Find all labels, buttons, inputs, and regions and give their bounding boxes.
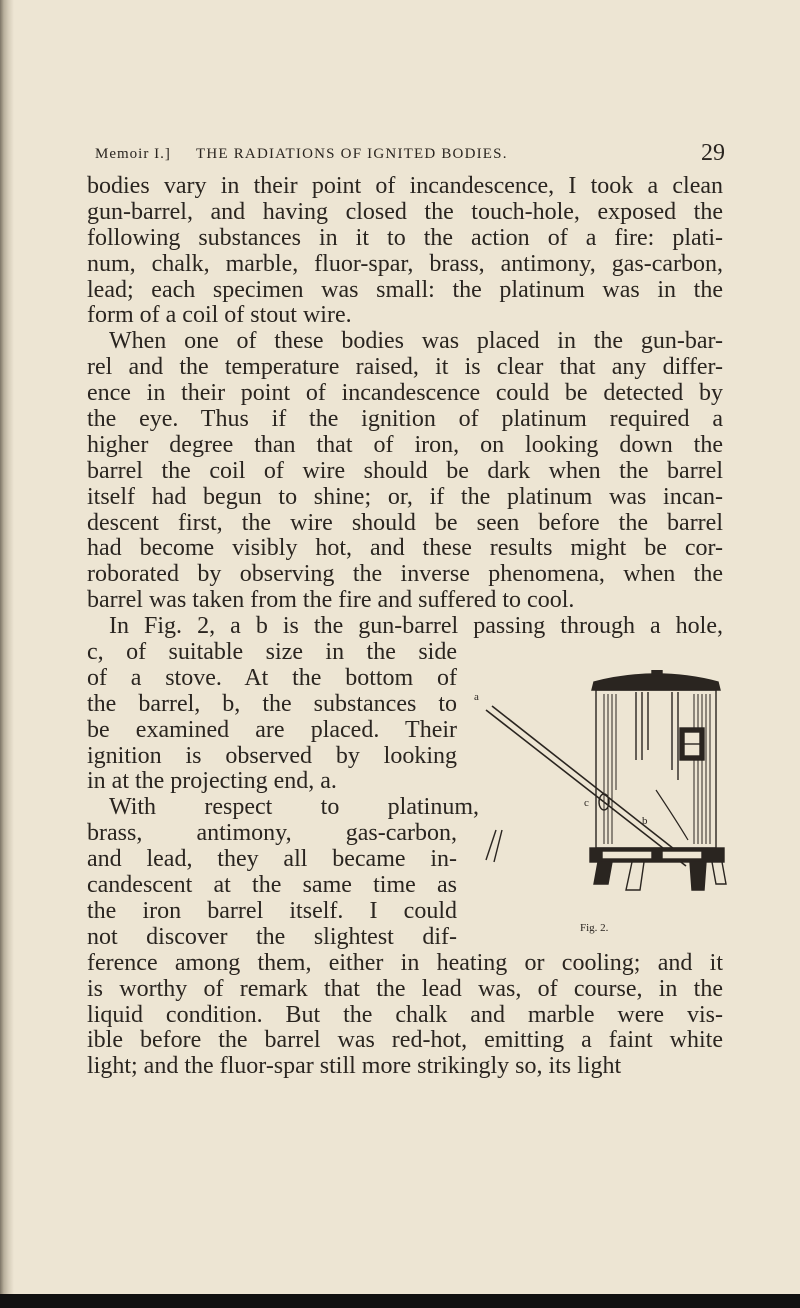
text-line: liquid condition. But the chalk and marble were vis- <box>87 1001 723 1028</box>
page-edge-shadow <box>0 0 14 1308</box>
text-line: the eye. Thus if the ignition of platinum required a <box>87 406 723 433</box>
text-line: In Fig. 2, a b is the gun-barrel passing through a hole, <box>109 613 723 640</box>
page-bottom-border <box>0 1294 800 1308</box>
label-c: c <box>584 797 589 809</box>
text-line: and lead, they all became in- <box>87 846 457 873</box>
text-line: following substances in it to the action of a fire: plati- <box>87 224 723 251</box>
text-line: is worthy of remark that the lead was, of course, in the <box>87 975 723 1002</box>
text-line: num, chalk, marble, fluor-spar, brass, antimony, gas-carbon, <box>87 250 723 277</box>
text-line: not discover the slightest dif- <box>87 923 457 950</box>
text-line: c, of suitable size in the side <box>87 639 457 666</box>
text-line: higher degree than that of iron, on looking down the <box>87 431 723 458</box>
text-line: itself had begun to shine; or, if the platinum was incan- <box>87 483 723 510</box>
text-line: ignition is observed by looking <box>87 742 457 769</box>
label-b: b <box>642 815 648 827</box>
text-line: With respect to platinum, <box>109 794 479 821</box>
text-line: roborated by observing the inverse phenomena, when the <box>87 561 723 588</box>
text-line: form of a coil of stout wire. <box>87 302 352 329</box>
text-line: of a stove. At the bottom of <box>87 664 457 691</box>
text-line: When one of these bodies was placed in the gun-bar- <box>109 328 723 355</box>
gun-barrel-upper <box>486 710 686 866</box>
text-line: the iron barrel itself. I could <box>87 897 457 924</box>
text-line: lead; each specimen was small: the platinum was in the <box>87 276 723 303</box>
stove-foot <box>626 862 644 890</box>
gun-barrel-lower <box>492 706 688 860</box>
label-a: a <box>474 691 479 703</box>
text-line: gun-barrel, and having closed the touch-hole, exposed the <box>87 198 723 225</box>
text-line: ible before the barrel was red-hot, emitting a faint white <box>87 1027 723 1054</box>
text-line: descent first, the wire should be seen before the barrel <box>87 509 723 536</box>
figure-caption: Fig. 2. <box>580 922 609 934</box>
text-line: rel and the temperature raised, it is clear that any differ- <box>87 354 723 381</box>
stove-illustration <box>466 670 741 915</box>
text-line: candescent at the same time as <box>87 872 457 899</box>
header-title: THE RADIATIONS OF IGNITED BODIES. <box>196 146 508 162</box>
stove-foot <box>594 862 612 884</box>
stove-foot <box>690 862 706 890</box>
text-line: bodies vary in their point of incandescence, I took a clean <box>87 173 723 199</box>
running-head <box>95 142 725 168</box>
page-number: 29 <box>701 140 725 166</box>
text-line: had become visibly hot, and these results might be cor- <box>87 535 723 562</box>
text-line: in at the projecting end, a. <box>87 768 337 795</box>
stove-foot <box>712 862 726 884</box>
text-line: light; and the fluor-spar still more strikingly so, its light <box>87 1053 622 1080</box>
text-line: barrel was taken from the fire and suffered to cool. <box>87 587 575 614</box>
body-text <box>87 174 723 1080</box>
text-line: barrel the coil of wire should be dark when the barrel <box>87 457 723 484</box>
text-line: ence in their point of incandescence could be detected by <box>87 380 723 407</box>
text-line: be examined are placed. Their <box>87 716 457 743</box>
text-line: brass, antimony, gas-carbon, <box>87 820 457 847</box>
text-line: ference among them, either in heating or cooling; and it <box>87 949 723 976</box>
header-section: Memoir I.] <box>95 146 171 162</box>
text-line: the barrel, b, the substances to <box>87 690 457 717</box>
figure-gun-barrel-stove <box>466 670 741 915</box>
